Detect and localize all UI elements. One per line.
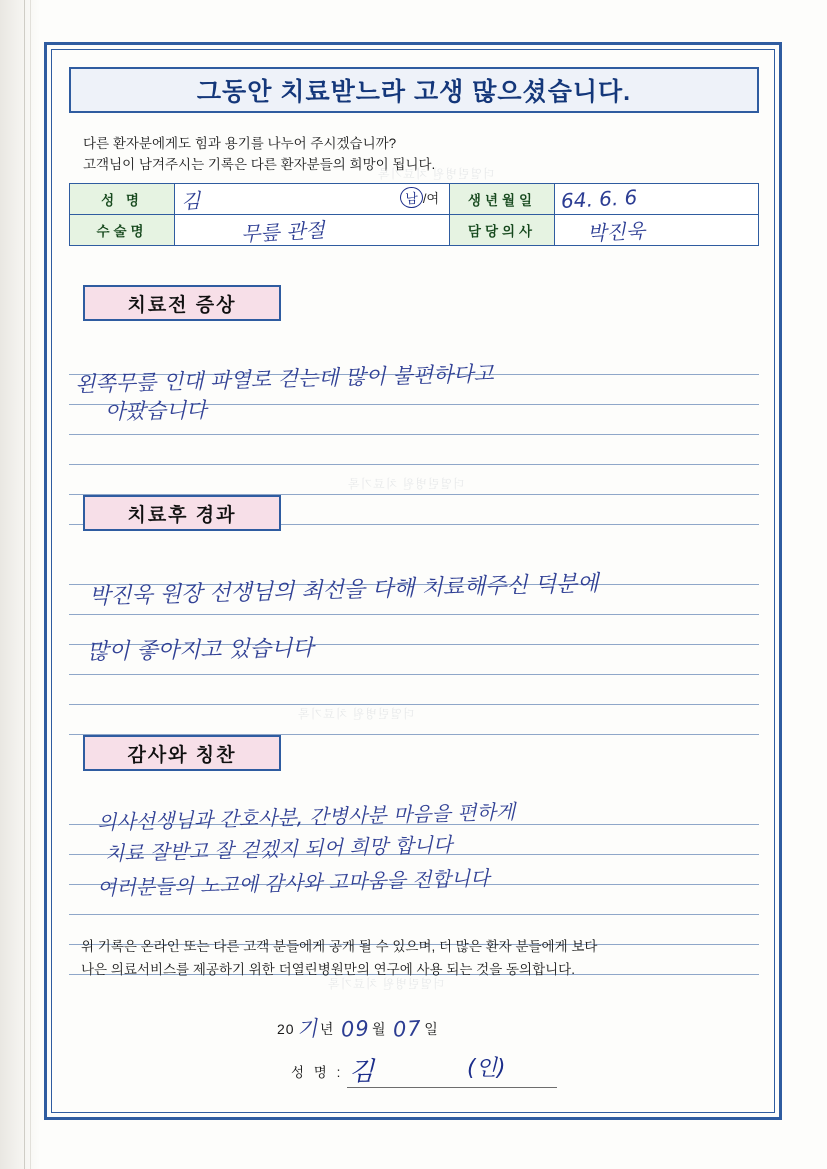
- date-month-handwriting: 09: [340, 1016, 371, 1042]
- page-title: 그동안 치료받느라 고생 많으셨습니다.: [196, 78, 632, 106]
- date-year-label: 년: [319, 1021, 335, 1037]
- surgery-value-cell[interactable]: [175, 215, 450, 246]
- handwriting-before-line-1: 왼쪽무릎 인대 파열로 걷는데 많이 불편하다고: [74, 361, 495, 397]
- signature-label: 성 명 :: [291, 1065, 344, 1080]
- name-label: 성 명: [70, 184, 175, 215]
- date-line[interactable]: [277, 1013, 439, 1043]
- intro-line-2: 고객님이 남겨주시는 기록은 다른 환자분들의 희망이 됩니다.: [83, 157, 436, 172]
- date-day-handwriting: 07: [392, 1016, 423, 1042]
- consent-line-1: 위 기록은 온라인 또는 다른 고객 분들에게 공개 될 수 있으며, 더 많은 환자 분들에게 보다: [81, 939, 598, 954]
- intro-text: [83, 133, 743, 175]
- date-month-label: 월: [372, 1021, 387, 1037]
- page-edge-line-secondary: [30, 0, 31, 1169]
- handwriting-thanks-line-1: 의사선생님과 간호사분, 간병사분 마음을 편하게: [96, 799, 516, 835]
- rule-line: [69, 675, 759, 705]
- gender-slash: /: [422, 191, 427, 206]
- date-day-label: 일: [424, 1021, 439, 1037]
- handwriting-after-line-1: 박진욱 원장 선생님의 최선을 다해 치료해주신 덕분에: [88, 571, 599, 610]
- birth-handwriting: 64. 6. 6: [560, 185, 638, 213]
- handwriting-after-line-2: 많이 좋아지고 있습니다: [86, 636, 314, 665]
- birth-value-cell[interactable]: [555, 184, 759, 215]
- rule-line: [69, 705, 759, 735]
- bleedthrough-text: 더열린병원 치료기록: [347, 477, 465, 491]
- patient-info-table: [69, 183, 759, 246]
- surgery-handwriting: 무릎 관절: [240, 217, 326, 246]
- section-heading-after-treatment: 치료후 경과: [83, 495, 281, 531]
- intro-line-1: 다른 환자분에게도 힘과 용기를 나누어 주시겠습니까?: [83, 136, 397, 151]
- doctor-label: 담당의사: [450, 215, 555, 246]
- handwriting-thanks-line-2: 치료 잘받고 잘 걷겠지 되어 희망 합니다: [104, 832, 453, 866]
- handwriting-thanks-line-3: 여러분들의 노고에 감사와 고마움을 전합니다: [96, 865, 490, 901]
- rule-line: [69, 435, 759, 465]
- seal-stamp: (인): [467, 1056, 506, 1081]
- surgery-label: 수술명: [70, 215, 175, 246]
- gender-female[interactable]: 여: [426, 191, 439, 206]
- gender-selection[interactable]: [400, 187, 439, 208]
- bleedthrough-text: 더열린병원 치료기록: [377, 167, 495, 181]
- bleedthrough-text: 더열린병원 치료기록: [327, 977, 445, 991]
- name-handwriting: 김: [180, 188, 202, 213]
- section-heading-before-treatment: 치료전 증상: [83, 285, 281, 321]
- rule-line: [69, 465, 759, 495]
- signature-underline: [347, 1087, 557, 1088]
- date-prefix: 20: [277, 1021, 295, 1037]
- table-row: [70, 215, 759, 246]
- date-year-handwriting: 기: [296, 1016, 319, 1042]
- doctor-value-cell[interactable]: [555, 215, 759, 246]
- section-heading-thanks: 감사와 칭찬: [83, 735, 281, 771]
- consent-line-2: 나은 의료서비스를 제공하기 위한 더열린병원만의 연구에 사용 되는 것을 동의합니다.: [81, 962, 575, 977]
- doctor-handwriting: 박진욱: [586, 217, 646, 245]
- signature-handwriting: 김: [349, 1057, 375, 1087]
- table-row: [70, 184, 759, 215]
- handwriting-before-line-2: 아팠습니다: [104, 398, 207, 424]
- testimonial-form: [44, 42, 782, 1120]
- page-edge-line: [24, 0, 25, 1169]
- birth-label: 생년월일: [450, 184, 555, 215]
- name-value-cell[interactable]: [175, 184, 450, 215]
- gender-male-circled[interactable]: 남: [400, 187, 423, 208]
- bleedthrough-text: 더열린병원 치료기록: [297, 707, 415, 721]
- consent-text: [81, 935, 751, 981]
- title-banner: [69, 67, 759, 113]
